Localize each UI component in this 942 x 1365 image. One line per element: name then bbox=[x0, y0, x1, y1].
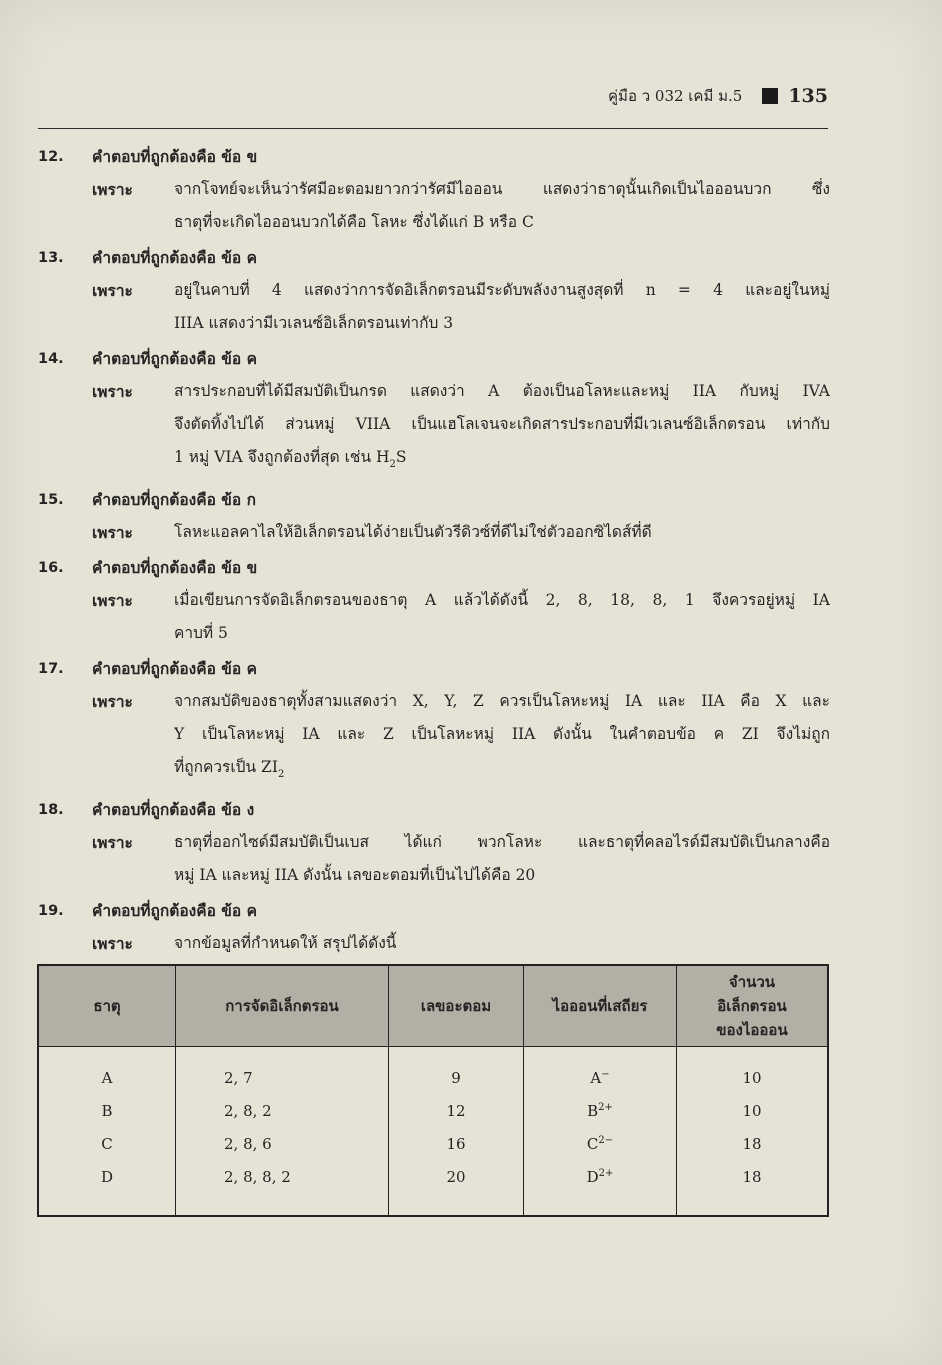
answer-text: คำตอบที่ถูกต้องคือ ข้อ ค bbox=[92, 659, 257, 678]
answer-item bbox=[38, 140, 830, 239]
table-row bbox=[38, 1160, 828, 1216]
reason-block bbox=[38, 516, 830, 549]
reason-label: เพราะ bbox=[92, 281, 133, 300]
table-row bbox=[38, 1047, 828, 1095]
reason-line: ธาตุที่จะเกิดไอออนบวกได้คือ โลหะ ซึ่งได้แก่ B หรือ C bbox=[174, 213, 534, 231]
answer-line bbox=[38, 241, 830, 274]
question-number: 16. bbox=[38, 559, 64, 576]
configuration-cell: 2, 8, 2 bbox=[176, 1094, 389, 1127]
stable-ion-cell: $C^{2-}$ bbox=[524, 1127, 677, 1160]
reason-text bbox=[174, 685, 830, 791]
reason-label: เพราะ bbox=[92, 934, 133, 953]
reason-line: ธาตุที่ออกไซด์มีสมบัติเป็นเบส ได้แก่ พวกโลหะ และธาตุที่คลอไรด์มีสมบัติเป็นกลางคือ bbox=[174, 833, 830, 851]
header-element: ธาตุ bbox=[38, 965, 176, 1047]
answer-line bbox=[38, 342, 830, 375]
header-rule bbox=[38, 128, 828, 129]
answer-text: คำตอบที่ถูกต้องคือ ข้อ ค bbox=[92, 349, 257, 368]
answer-item bbox=[38, 342, 830, 481]
reason-label: เพราะ bbox=[92, 523, 133, 542]
reason-text bbox=[174, 584, 830, 650]
answer-item bbox=[38, 551, 830, 650]
reason-text bbox=[174, 274, 830, 340]
answer-line bbox=[38, 140, 830, 173]
reason-line: สารประกอบที่ได้มีสมบัติเป็นกรด แสดงว่า A ต้องเป็นอโลหะและหมู่ IIA กับหมู่ IVA bbox=[174, 382, 830, 400]
table-row bbox=[38, 1094, 828, 1127]
reason-text bbox=[174, 516, 830, 549]
question-number: 12. bbox=[38, 148, 64, 165]
table-body bbox=[38, 1047, 828, 1217]
header-square-mark bbox=[762, 88, 778, 104]
configuration-cell: 2, 8, 6 bbox=[176, 1127, 389, 1160]
reason-line: หมู่ IA และหมู่ IIA ดังนั้น เลขอะตอมที่เป็นไปได้คือ 20 bbox=[174, 866, 536, 884]
reason-label: เพราะ bbox=[92, 692, 133, 711]
reason-line: จากสมบัติของธาตุทั้งสามแสดงว่า X, Y, Z ควรเป็นโลหะหมู่ IA และ IIA คือ X และ bbox=[174, 692, 830, 710]
reason-block bbox=[38, 375, 830, 481]
reason-block bbox=[38, 173, 830, 239]
reason-label: เพราะ bbox=[92, 382, 133, 401]
header-configuration: การจัดอิเล็กตรอน bbox=[176, 965, 389, 1047]
atomic-number-cell: 20 bbox=[389, 1160, 524, 1216]
answer-text: คำตอบที่ถูกต้องคือ ข้อ ข bbox=[92, 147, 258, 166]
answer-list bbox=[38, 140, 830, 962]
reason-line: จึงตัดทิ้งไปได้ ส่วนหมู่ VIIA เป็นแฮโลเจนจะเกิดสารประกอบที่มีเวเลนซ์อิเล็กตรอน เท่ากับ bbox=[174, 415, 830, 433]
question-number: 19. bbox=[38, 902, 64, 919]
question-number: 13. bbox=[38, 249, 64, 266]
answer-text: คำตอบที่ถูกต้องคือ ข้อ ค bbox=[92, 248, 257, 267]
reason-label: เพราะ bbox=[92, 591, 133, 610]
answer-item bbox=[38, 793, 830, 892]
header-electron-count: จำนวน อิเล็กตรอน ของไอออน bbox=[677, 965, 829, 1047]
question-number: 15. bbox=[38, 491, 64, 508]
question-number: 17. bbox=[38, 660, 64, 677]
electron-count-cell: 18 bbox=[677, 1160, 829, 1216]
answer-item bbox=[38, 241, 830, 340]
running-header bbox=[608, 84, 828, 108]
reason-line: IIIA แสดงว่ามีเวเลนซ์อิเล็กตรอนเท่ากับ 3 bbox=[174, 314, 454, 332]
reason-line: ที่ถูกควรเป็น $ZI_2$ bbox=[174, 758, 285, 780]
reason-line: เมื่อเขียนการจัดอิเล็กตรอนของธาตุ A แล้วได้ดังนี้ 2, 8, 18, 8, 1 จึงควรอยู่หมู่ IA bbox=[174, 591, 830, 609]
question-number: 14. bbox=[38, 350, 64, 367]
element-table bbox=[37, 964, 829, 1217]
question-number: 18. bbox=[38, 801, 64, 818]
atomic-number-cell: 9 bbox=[389, 1047, 524, 1095]
electron-count-cell: 10 bbox=[677, 1094, 829, 1127]
element-cell: C bbox=[38, 1127, 176, 1160]
electron-count-cell: 10 bbox=[677, 1047, 829, 1095]
reason-line: Y เป็นโลหะหมู่ IA และ Z เป็นโลหะหมู่ IIA ดังนั้น ในคำตอบข้อ ค ZI จึงไม่ถูก bbox=[174, 725, 830, 743]
reason-text bbox=[174, 375, 830, 481]
answer-item bbox=[38, 652, 830, 791]
atomic-number-cell: 12 bbox=[389, 1094, 524, 1127]
reason-line: จากโจทย์จะเห็นว่ารัศมีอะตอมยาวกว่ารัศมีไอออน แสดงว่าธาตุนั้นเกิดเป็นไอออนบวก ซึ่ง bbox=[174, 180, 830, 198]
reason-text bbox=[174, 927, 830, 960]
answer-text: คำตอบที่ถูกต้องคือ ข้อ ก bbox=[92, 490, 256, 509]
reason-label: เพราะ bbox=[92, 833, 133, 852]
answer-line bbox=[38, 551, 830, 584]
electron-count-cell: 18 bbox=[677, 1127, 829, 1160]
answer-line bbox=[38, 483, 830, 516]
reason-block bbox=[38, 584, 830, 650]
reason-text bbox=[174, 826, 830, 892]
reason-label: เพราะ bbox=[92, 180, 133, 199]
element-cell: A bbox=[38, 1047, 176, 1095]
answer-line bbox=[38, 894, 830, 927]
answer-text: คำตอบที่ถูกต้องคือ ข้อ ค bbox=[92, 901, 257, 920]
stable-ion-cell: $D^{2+}$ bbox=[524, 1160, 677, 1216]
reason-block bbox=[38, 685, 830, 791]
reason-line: โลหะแอลคาไลให้อิเล็กตรอนได้ง่ายเป็นตัวรีดิวซ์ที่ดีไม่ใช่ตัวออกซิไดส์ที่ดี bbox=[174, 523, 652, 541]
book-title: คู่มือ ว 032 เคมี ม.5 bbox=[608, 87, 743, 105]
reason-line: คาบที่ 5 bbox=[174, 624, 228, 642]
configuration-cell: 2, 8, 8, 2 bbox=[176, 1160, 389, 1216]
answer-line bbox=[38, 793, 830, 826]
answer-item bbox=[38, 894, 830, 960]
element-cell: D bbox=[38, 1160, 176, 1216]
reason-text bbox=[174, 173, 830, 239]
answer-line bbox=[38, 652, 830, 685]
configuration-cell: 2, 7 bbox=[176, 1047, 389, 1095]
reason-line: จากข้อมูลที่กำหนดให้ สรุปได้ดังนี้ bbox=[174, 934, 397, 952]
reason-block bbox=[38, 826, 830, 892]
header-atomic-number: เลขอะตอม bbox=[389, 965, 524, 1047]
page-number: 135 bbox=[788, 85, 828, 107]
reason-line: 1 หมู่ VIA จึงถูกต้องที่สุด เช่น $H_2S$ bbox=[174, 448, 407, 470]
answer-item bbox=[38, 483, 830, 549]
stable-ion-cell: A− bbox=[524, 1047, 677, 1095]
answer-text: คำตอบที่ถูกต้องคือ ข้อ ง bbox=[92, 800, 255, 819]
reason-line: อยู่ในคาบที่ 4 แสดงว่าการจัดอิเล็กตรอนมีระดับพลังงานสูงสุดที่ n = 4 และอยู่ในหมู่ bbox=[174, 281, 830, 299]
element-cell: B bbox=[38, 1094, 176, 1127]
table-header-row bbox=[38, 965, 828, 1047]
stable-ion-cell: $B^{2+}$ bbox=[524, 1094, 677, 1127]
atomic-number-cell: 16 bbox=[389, 1127, 524, 1160]
reason-block bbox=[38, 927, 830, 960]
header-stable-ion: ไอออนที่เสถียร bbox=[524, 965, 677, 1047]
reason-block bbox=[38, 274, 830, 340]
table-row bbox=[38, 1127, 828, 1160]
answer-text: คำตอบที่ถูกต้องคือ ข้อ ข bbox=[92, 558, 258, 577]
